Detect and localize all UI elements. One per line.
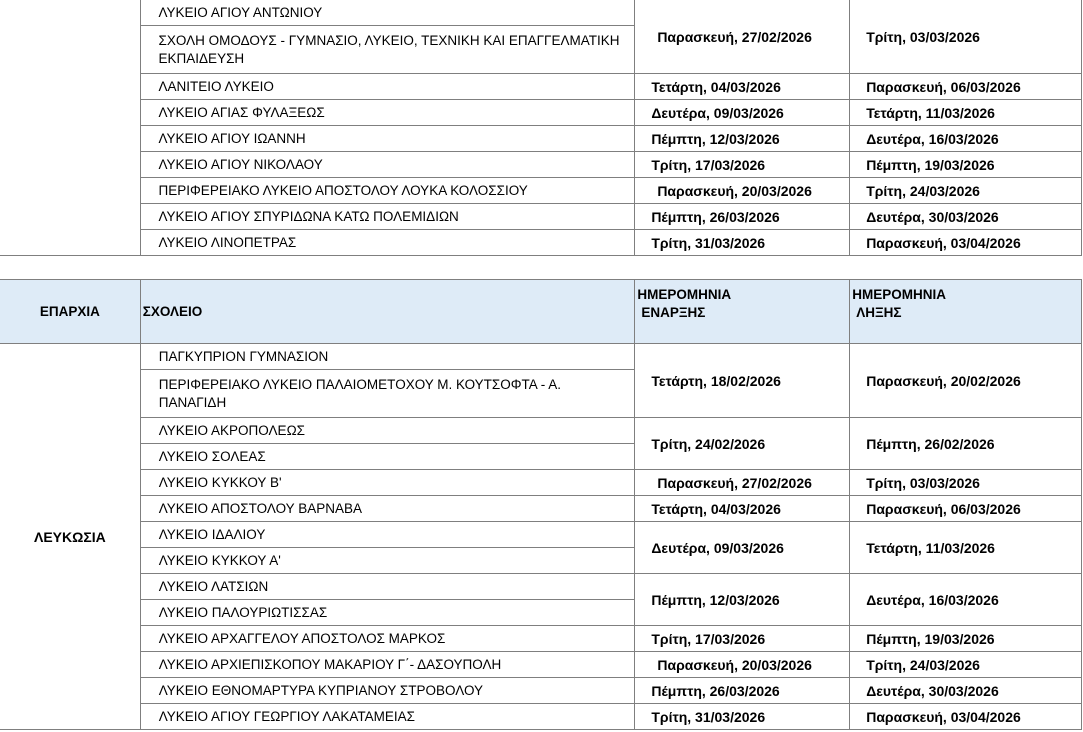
school-name: ΛΥΚΕΙΟ ΚΥΚΚΟΥ Α' <box>140 548 635 574</box>
school-name: ΛΥΚΕΙΟ ΑΡΧΙΕΠΙΣΚΟΠΟΥ ΜΑΚΑΡΙΟΥ Γ΄- ΔΑΣΟΥΠΟΛΗ <box>140 652 635 678</box>
table-row <box>0 100 1082 126</box>
end-date: Παρασκευή, 06/03/2026 <box>850 74 1082 100</box>
start-date: Πέμπτη, 26/03/2026 <box>635 204 850 230</box>
table-row <box>0 344 1082 370</box>
school-name: ΛΥΚΕΙΟ ΑΓΙΑΣ ΦΥΛΑΞΕΩΣ <box>140 100 635 126</box>
end-date: Παρασκευή, 20/02/2026 <box>850 344 1082 418</box>
school-name: ΛΥΚΕΙΟ ΕΘΝΟΜΑΡΤΥΡΑ ΚΥΠΡΙΑΝΟΥ ΣΤΡΟΒΟΛΟΥ <box>140 678 635 704</box>
table-header-row <box>0 280 1082 344</box>
start-date: Πέμπτη, 26/03/2026 <box>635 678 850 704</box>
school-name: ΛΥΚΕΙΟ ΚΥΚΚΟΥ Β' <box>140 470 635 496</box>
table-row <box>0 418 1082 444</box>
start-date: Παρασκευή, 27/02/2026 <box>635 0 850 74</box>
header-start-line1: ΗΜΕΡΟΜΗΝΙΑ <box>637 287 732 302</box>
table-row <box>0 152 1082 178</box>
school-name: ΛΥΚΕΙΟ ΑΠΟΣΤΟΛΟΥ ΒΑΡΝΑΒΑ <box>140 496 635 522</box>
end-date: Τρίτη, 24/03/2026 <box>850 652 1082 678</box>
start-date: Τρίτη, 24/02/2026 <box>635 418 850 470</box>
start-date: Δευτέρα, 09/03/2026 <box>635 100 850 126</box>
end-date: Δευτέρα, 16/03/2026 <box>850 574 1082 626</box>
header-end-date <box>850 280 1082 344</box>
table-row <box>0 626 1082 652</box>
table-row <box>0 178 1082 204</box>
table-row <box>0 470 1082 496</box>
district-cell: ΛΕΥΚΩΣΙΑ <box>0 344 140 730</box>
school-name: ΠΑΓΚΥΠΡΙΟΝ ΓΥΜΝΑΣΙΟΝ <box>140 344 635 370</box>
start-date: Τρίτη, 17/03/2026 <box>635 152 850 178</box>
end-date: Τετάρτη, 11/03/2026 <box>850 522 1082 574</box>
end-date: Δευτέρα, 30/03/2026 <box>850 678 1082 704</box>
school-name: ΛΥΚΕΙΟ ΑΚΡΟΠΟΛΕΩΣ <box>140 418 635 444</box>
end-date: Πέμπτη, 26/02/2026 <box>850 418 1082 470</box>
school-name: ΛΥΚΕΙΟ ΛΑΤΣΙΩΝ <box>140 574 635 600</box>
table-row <box>0 230 1082 256</box>
school-name: ΣΧΟΛΗ ΟΜΟΔΟΥΣ - ΓΥΜΝΑΣΙΟ, ΛΥΚΕΙΟ, ΤΕΧΝΙΚΗ ΚΑΙ ΕΠΑΓΓΕΛΜΑΤΙΚΗ ΕΚΠΑΙΔΕΥΣΗ <box>140 26 635 74</box>
school-name: ΛΥΚΕΙΟ ΠΑΛΟΥΡΙΩΤΙΣΣΑΣ <box>140 600 635 626</box>
table-row <box>0 496 1082 522</box>
schedule-table-nicosia <box>0 279 1082 730</box>
end-date: Τρίτη, 03/03/2026 <box>850 0 1082 74</box>
end-date: Πέμπτη, 19/03/2026 <box>850 626 1082 652</box>
end-date: Δευτέρα, 16/03/2026 <box>850 126 1082 152</box>
school-name: ΛΥΚΕΙΟ ΑΓΙΟΥ ΝΙΚΟΛΑΟΥ <box>140 152 635 178</box>
start-date: Πέμπτη, 12/03/2026 <box>635 574 850 626</box>
start-date: Τρίτη, 31/03/2026 <box>635 230 850 256</box>
school-name: ΛΥΚΕΙΟ ΙΔΑΛΙΟΥ <box>140 522 635 548</box>
school-name: ΠΕΡΙΦΕΡΕΙΑΚΟ ΛΥΚΕΙΟ ΠΑΛΑΙΟΜΕΤΟΧΟΥ Μ. ΚΟΥΤΣΟΦΤΑ - Α. ΠΑΝΑΓΙΔΗ <box>140 370 635 418</box>
school-name: ΛΥΚΕΙΟ ΑΓΙΟΥ ΑΝΤΩΝΙΟΥ <box>140 0 635 26</box>
school-name: ΛΥΚΕΙΟ ΣΟΛΕΑΣ <box>140 444 635 470</box>
start-date: Τετάρτη, 18/02/2026 <box>635 344 850 418</box>
table-row <box>0 574 1082 600</box>
end-date: Τρίτη, 03/03/2026 <box>850 470 1082 496</box>
school-name: ΛΥΚΕΙΟ ΛΙΝΟΠΕΤΡΑΣ <box>140 230 635 256</box>
table-row <box>0 126 1082 152</box>
schedule-table-continued <box>0 0 1082 256</box>
start-date: Τετάρτη, 04/03/2026 <box>635 496 850 522</box>
school-name: ΛΥΚΕΙΟ ΑΓΙΟΥ ΓΕΩΡΓΙΟΥ ΛΑΚΑΤΑΜΕΙΑΣ <box>140 704 635 730</box>
start-date: Τρίτη, 31/03/2026 <box>635 704 850 730</box>
school-name: ΛΥΚΕΙΟ ΑΓΙΟΥ ΙΩΑΝΝΗ <box>140 126 635 152</box>
table-row <box>0 74 1082 100</box>
start-date: Τρίτη, 17/03/2026 <box>635 626 850 652</box>
end-date: Τετάρτη, 11/03/2026 <box>850 100 1082 126</box>
table-row <box>0 704 1082 730</box>
end-date: Παρασκευή, 06/03/2026 <box>850 496 1082 522</box>
end-date: Τρίτη, 24/03/2026 <box>850 178 1082 204</box>
start-date: Δευτέρα, 09/03/2026 <box>635 522 850 574</box>
table-row <box>0 678 1082 704</box>
table-row <box>0 652 1082 678</box>
header-start-line2: ΕΝΑΡΞΗΣ <box>641 305 706 320</box>
end-date: Παρασκευή, 03/04/2026 <box>850 230 1082 256</box>
end-date: Δευτέρα, 30/03/2026 <box>850 204 1082 230</box>
start-date: Παρασκευή, 27/02/2026 <box>635 470 850 496</box>
table-row <box>0 204 1082 230</box>
table-row <box>0 522 1082 548</box>
header-end-line1: ΗΜΕΡΟΜΗΝΙΑ <box>852 287 946 302</box>
school-name: ΛΥΚΕΙΟ ΑΡΧΑΓΓΕΛΟΥ ΑΠΟΣΤΟΛΟΣ ΜΑΡΚΟΣ <box>140 626 635 652</box>
header-school: ΣΧΟΛΕΙΟ <box>140 280 635 344</box>
school-name: ΛΑΝΙΤΕΙΟ ΛΥΚΕΙΟ <box>140 74 635 100</box>
table-row <box>0 0 1082 26</box>
end-date: Παρασκευή, 03/04/2026 <box>850 704 1082 730</box>
start-date: Πέμπτη, 12/03/2026 <box>635 126 850 152</box>
start-date: Παρασκευή, 20/03/2026 <box>635 652 850 678</box>
header-district: ΕΠΑΡΧΙΑ <box>0 280 140 344</box>
district-cell-empty <box>0 0 140 256</box>
school-name: ΛΥΚΕΙΟ ΑΓΙΟΥ ΣΠΥΡΙΔΩΝΑ ΚΑΤΩ ΠΟΛΕΜΙΔΙΩΝ <box>140 204 635 230</box>
start-date: Τετάρτη, 04/03/2026 <box>635 74 850 100</box>
school-name: ΠΕΡΙΦΕΡΕΙΑΚΟ ΛΥΚΕΙΟ ΑΠΟΣΤΟΛΟΥ ΛΟΥΚΑ ΚΟΛΟΣΣΙΟΥ <box>140 178 635 204</box>
header-start-date <box>635 280 850 344</box>
start-date: Παρασκευή, 20/03/2026 <box>635 178 850 204</box>
header-end-line2: ΛΗΞΗΣ <box>856 305 902 320</box>
end-date: Πέμπτη, 19/03/2026 <box>850 152 1082 178</box>
